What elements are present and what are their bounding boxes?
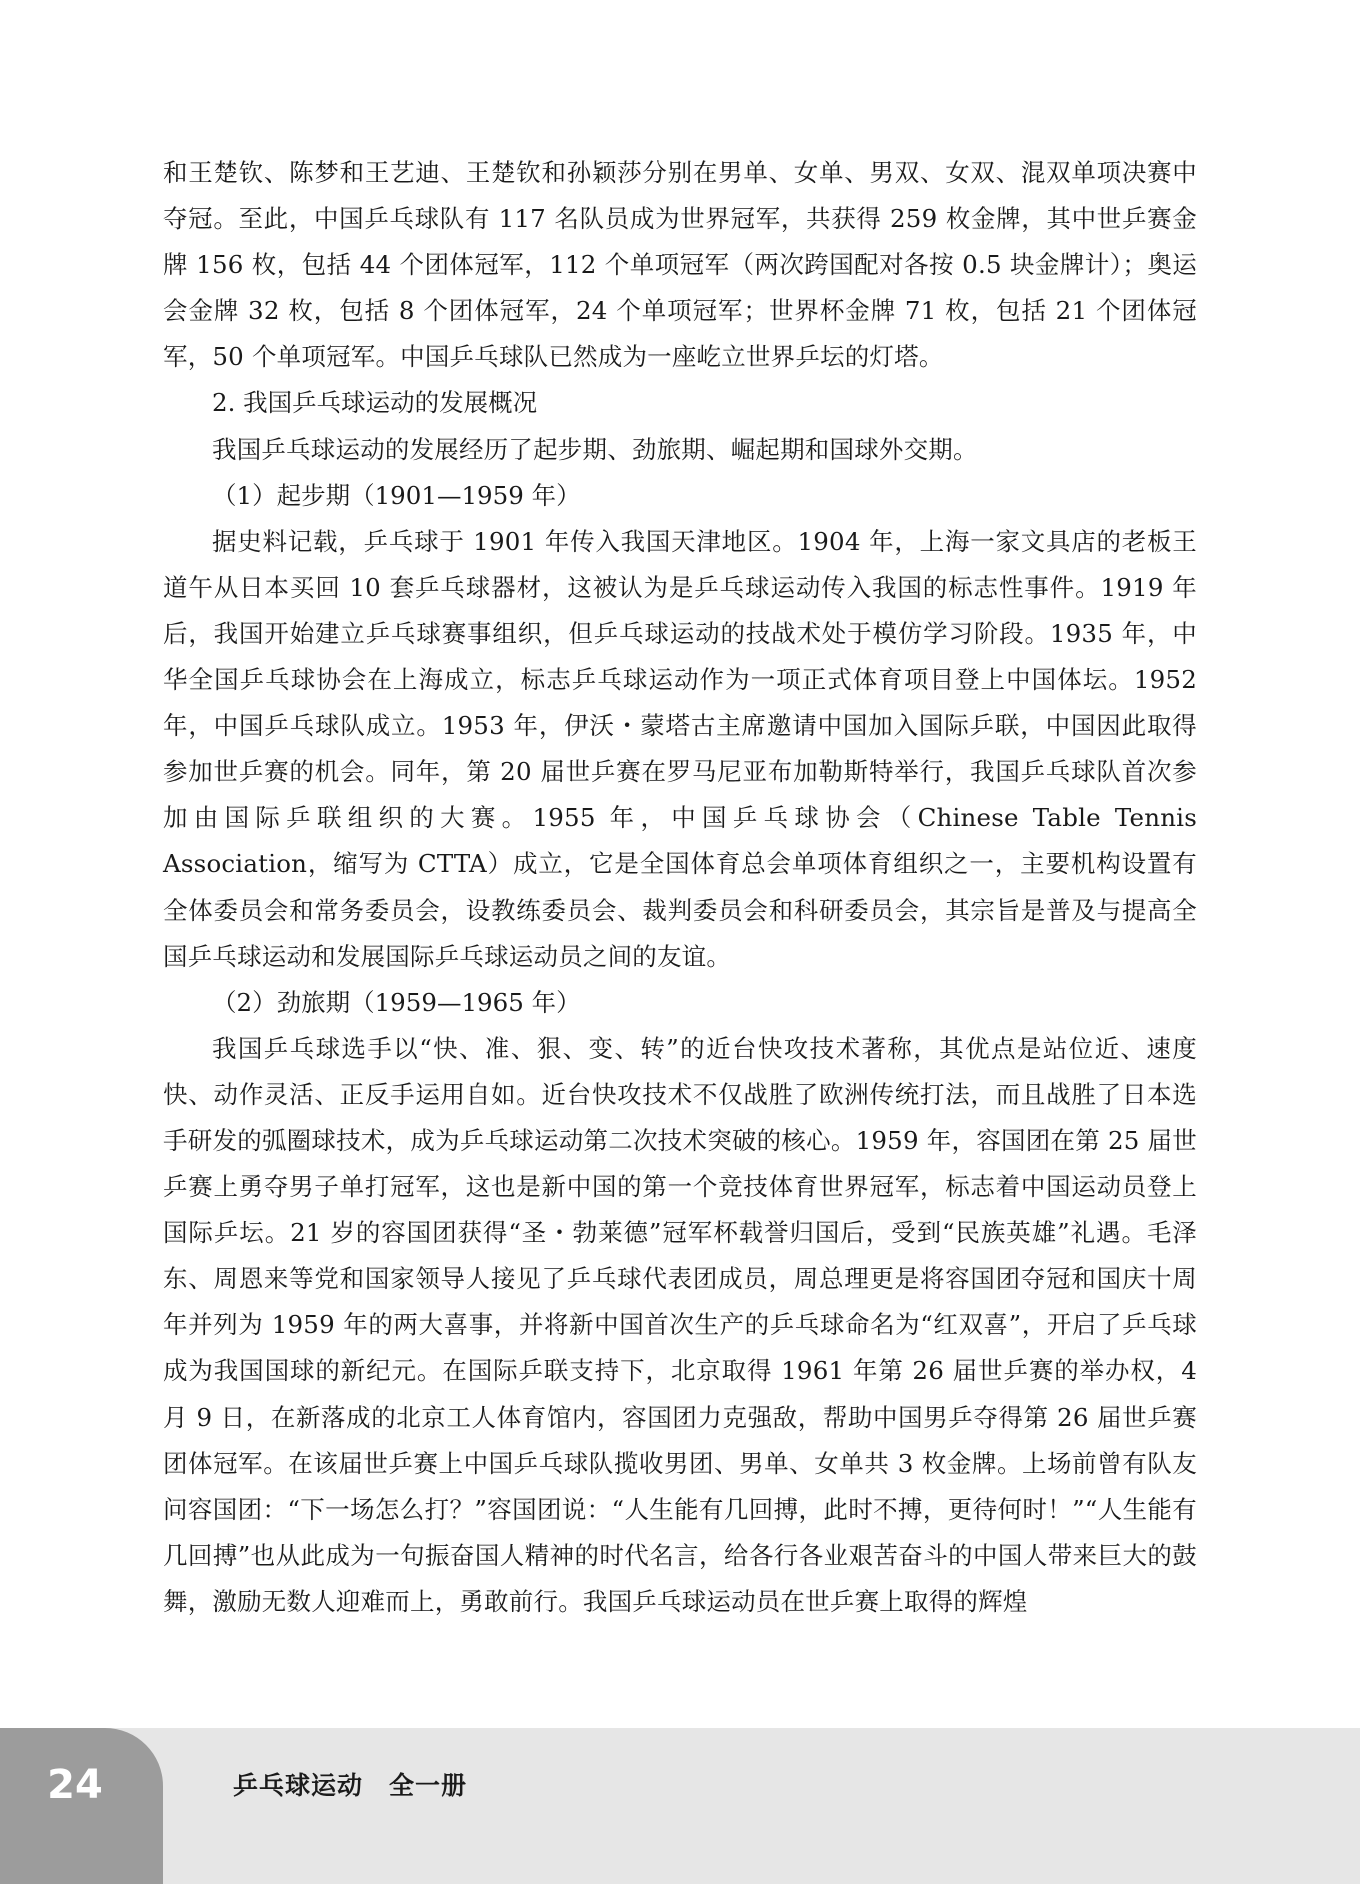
subheading-strong-team-period: （2）劲旅期（1959—1965 年）: [212, 987, 581, 1017]
paragraph-starting-period: 据史料记载，乒乓球于 1901 年传入我国天津地区。1904 年，上海一家文具店的老板王道午从日本买回 10 套乒乓球器材，这被认为是乒乓球运动传入我国的标志性事件。1919 年后，我国开始建立乒乓球赛事组织，但乒乓球运动的技战术处于模仿学习阶段。1935 年，中华全国乒乓球协会在上海成立，标志乒乓球运动作为一项正式体育项目登上中国体坛。1952 年，中国乒乓球队成立。1953 年，伊沃・蒙塔古主席邀请中国加入国际乒联，中国因此取得参加世乒赛的机会。同年，第 20 届世乒赛在罗马尼亚布加勒斯特举行，我国乒乓球队首次参加由国际乒联组织的大赛。1955 年，中国乒乓球协会（Chinese Table Tennis Association，缩写为 CTTA）成立，它是全国体育总会单项体育组织之一，主要机构设置有全体委员会和常务委员会，设教练委员会、裁判委员会和科研委员会，其宗旨是普及与提高全国乒乓球运动和发展国际乒乓球运动员之间的友谊。: [163, 526, 1197, 971]
running-footer-title: 乒乓球运动 全一册: [233, 1771, 468, 1800]
subheading-starting-period: （1）起步期（1901—1959 年）: [212, 480, 581, 510]
paragraph-intro: 和王楚钦、陈梦和王艺迪、王楚钦和孙颖莎分别在男单、女单、男双、女双、混双单项决赛中夺冠。至此，中国乒乓球队有 117 名队员成为世界冠军，共获得 259 枚金牌，其中世乒赛金牌 156 枚，包括 44 个团体冠军，112 个单项冠军（两次跨国配对各按 0.5 块金牌计）；奥运会金牌 32 枚，包括 8 个团体冠军，24 个单项冠军；世界杯金牌 71 枚，包括 21 个团体冠军，50 个单项冠军。中国乒乓球队已然成为一座屹立世界乒坛的灯塔。: [163, 158, 1197, 372]
section-heading-development: 2. 我国乒乓球运动的发展概况: [212, 388, 538, 418]
paragraph-strong-team-period: 我国乒乓球选手以“快、准、狠、变、转”的近台快攻技术著称，其优点是站位近、速度快、动作灵活、正反手运用自如。近台快攻技术不仅战胜了欧洲传统打法，而且战胜了日本选手研发的弧圈球技术，成为乒乓球运动第二次技术突破的核心。1959 年，容国团在第 25 届世乒赛上勇夺男子单打冠军，这也是新中国的第一个竞技体育世界冠军，标志着中国运动员登上国际乒坛。21 岁的容国团获得“圣・勃莱德”冠军杯载誉归国后，受到“民族英雄”礼遇。毛泽东、周恩来等党和国家领导人接见了乒乓球代表团成员，周总理更是将容国团夺冠和国庆十周年并列为 1959 年的两大喜事，并将新中国首次生产的乒乓球命名为“红双喜”，开启了乒乓球成为我国国球的新纪元。在国际乒联支持下，北京取得 1961 年第 26 届世乒赛的举办权，4 月 9 日，在新落成的北京工人体育馆内，容国团力克强敌，帮助中国男乒夺得第 26 届世乒赛团体冠军。在该届世乒赛上中国乒乓球队揽收男团、男单、女单共 3 枚金牌。上场前曾有队友问容国团：“下一场怎么打？”容国团说：“人生能有几回搏，此时不搏，更待何时！”“人生能有几回搏”也从此成为一句振奋国人精神的时代名言，给各行各业艰苦奋斗的中国人带来巨大的鼓舞，激励无数人迎难而上，勇敢前行。我国乒乓球运动员在世乒赛上取得的辉煌: [163, 1033, 1197, 1616]
page-number: 24: [47, 1762, 103, 1808]
paragraph-overview: 我国乒乓球运动的发展经历了起步期、劲旅期、崛起期和国球外交期。: [212, 434, 978, 464]
page-body: [163, 150, 1197, 1625]
footer-band: [0, 1728, 1360, 1884]
